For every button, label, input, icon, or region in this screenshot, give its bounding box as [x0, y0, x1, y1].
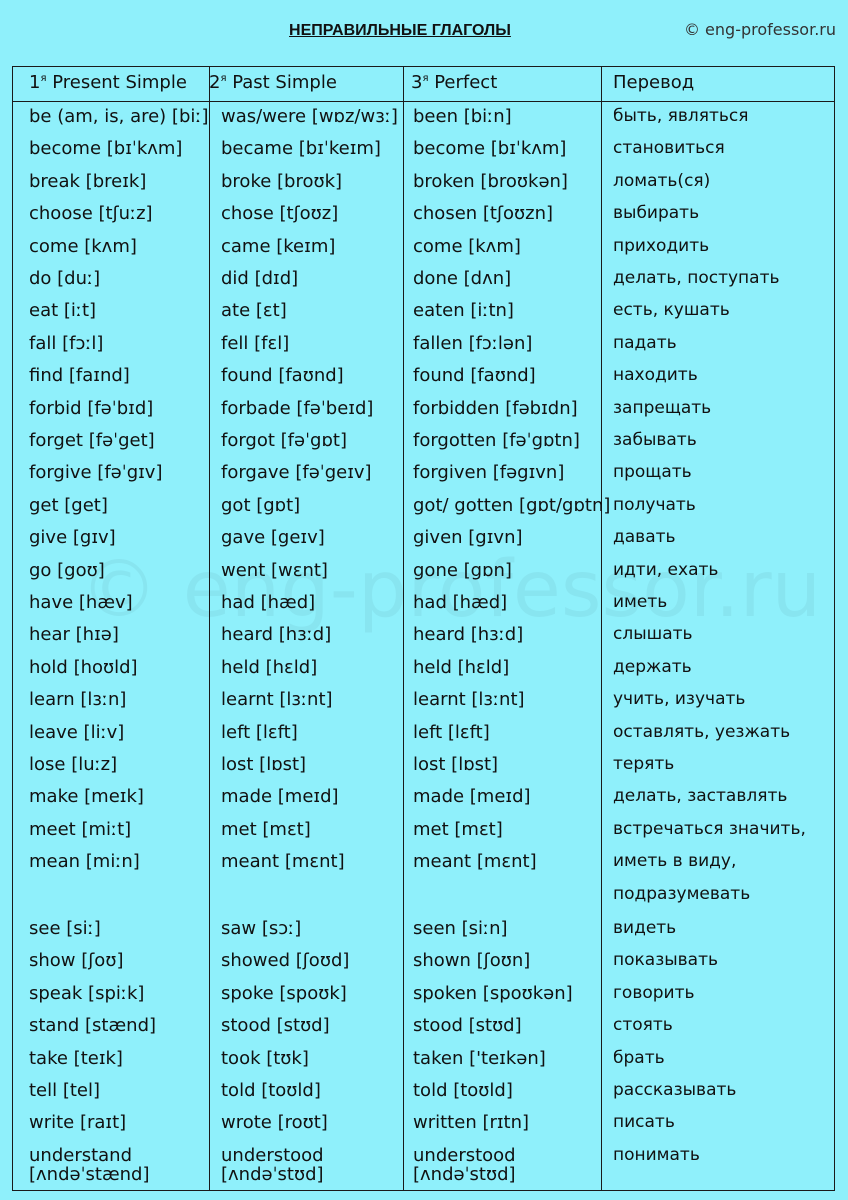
cell-perfect: done [dʌn] — [413, 268, 512, 289]
cell-past-simple: understood [ʌndəˈstʊd] — [221, 1144, 324, 1185]
cell-present-simple: choose [tʃuːz] — [29, 203, 153, 225]
cell-present-simple: forgive [fəˈgɪv] — [29, 462, 163, 484]
cell-translation: давать — [613, 527, 676, 548]
cell-present-simple: lose [luːz] — [29, 754, 118, 775]
cell-translation: есть, кушать — [613, 300, 730, 321]
cell-past-simple: did [dɪd] — [221, 268, 299, 289]
cell-translation: ломать(ся) — [613, 170, 711, 191]
header-superscript: я — [220, 73, 227, 84]
cell-past-simple: had [hæd] — [221, 592, 316, 613]
header-label: Present Simple — [52, 72, 187, 93]
cell-present-simple: be (am, is, are) [biː] — [29, 106, 209, 127]
cell-present-simple: come [kʌm] — [29, 235, 137, 257]
page-title: НЕПРАВИЛЬНЫЕ ГЛАГОЛЫ — [289, 22, 511, 39]
column-divider — [209, 67, 210, 1190]
cell-present-simple: see [siː] — [29, 918, 101, 939]
cell-present-simple: forget [fəˈget] — [29, 430, 155, 451]
cell-perfect: made [meɪd] — [413, 786, 531, 808]
cell-perfect: understood [ʌndəˈstʊd] — [413, 1144, 516, 1185]
cell-present-simple: meet [miːt] — [29, 818, 132, 840]
header-number: 2 — [209, 72, 221, 93]
cell-perfect: forgotten [fəˈgɒtn] — [413, 430, 580, 451]
cell-perfect: heard [hɜːd] — [413, 624, 524, 646]
cell-past-simple: broke [broʊk] — [221, 170, 343, 192]
cell-perfect: forgiven [fəgɪvn] — [413, 462, 565, 484]
cell-present-simple: do [duː] — [29, 268, 101, 289]
cell-present-simple: write [raɪt] — [29, 1112, 127, 1134]
header-number: 3 — [411, 72, 423, 93]
cell-past-simple: forbade [fəˈbeɪd] — [221, 397, 374, 419]
cell-past-simple: heard [hɜːd] — [221, 624, 332, 646]
cell-present-simple: learn [lɜːn] — [29, 689, 127, 711]
cell-present-simple: fall [fɔːl] — [29, 332, 104, 354]
cell-perfect: stood [stʊd] — [413, 1015, 522, 1037]
cell-past-simple: went [wɛnt] — [221, 559, 328, 581]
cell-translation: падать — [613, 332, 677, 353]
cell-present-simple: hear [hɪə] — [29, 624, 119, 646]
cell-present-simple: take [teɪk] — [29, 1047, 123, 1069]
cell-perfect: broken [broʊkən] — [413, 170, 568, 192]
cell-translation: рассказывать — [613, 1080, 737, 1100]
cell-translation: запрещать — [613, 397, 712, 418]
cell-perfect: told [toʊld] — [413, 1080, 513, 1101]
cell-translation: выбирать — [613, 203, 700, 224]
cell-translation: становиться — [613, 138, 725, 159]
cell-past-simple: became [bɪˈkeɪm] — [221, 138, 381, 160]
cell-translation: прощать — [613, 462, 692, 483]
header-divider — [13, 101, 834, 102]
cell-past-simple: fell [fɛl] — [221, 332, 290, 354]
cell-past-simple: took [tʊk] — [221, 1047, 309, 1069]
cell-present-simple: forbid [fəˈbɪd] — [29, 397, 154, 419]
cell-perfect: forbidden [fəbɪdn] — [413, 397, 578, 419]
header-label: Perfect — [434, 72, 498, 93]
header-label: Перевод — [613, 72, 695, 93]
cell-translation: делать, поступать — [613, 268, 780, 288]
cell-translation: брать — [613, 1047, 665, 1068]
cell-perfect: been [biːn] — [413, 106, 512, 127]
cell-past-simple: forgot [fəˈgɒt] — [221, 430, 347, 451]
cell-translation: приходить — [613, 235, 710, 256]
cell-perfect: got/ gotten [gɒt/gɒtn] — [413, 494, 611, 516]
cell-perfect: meant [mɛnt] — [413, 851, 537, 873]
cell-past-simple: held [hɛld] — [221, 656, 318, 678]
cell-present-simple: have [hæv] — [29, 592, 133, 613]
cell-perfect: become [bɪˈkʌm] — [413, 138, 567, 160]
cell-perfect: eaten [iːtn] — [413, 300, 514, 322]
cell-translation: писать — [613, 1112, 675, 1133]
cell-past-simple: learnt [lɜːnt] — [221, 689, 333, 711]
column-divider — [403, 67, 404, 1190]
cell-past-simple: saw [sɔː] — [221, 918, 302, 939]
cell-present-simple: stand [stænd] — [29, 1015, 157, 1037]
header-present-simple — [29, 72, 187, 93]
cell-past-simple: spoke [spoʊk] — [221, 982, 347, 1004]
cell-present-simple: hold [hoʊld] — [29, 656, 138, 678]
cell-perfect: met [mɛt] — [413, 818, 503, 840]
cell-past-simple: chose [tʃoʊz] — [221, 203, 339, 225]
cell-translation: держать — [613, 656, 692, 677]
cell-perfect: shown [ʃoʊn] — [413, 950, 531, 972]
cell-past-simple: showed [ʃoʊd] — [221, 950, 350, 972]
cell-translation: оставлять, уезжать — [613, 721, 791, 742]
cell-past-simple: ate [ɛt] — [221, 300, 287, 322]
cell-translation: встречаться значить, — [613, 818, 806, 839]
cell-present-simple: find [faɪnd] — [29, 365, 130, 387]
cell-past-simple: gave [geɪv] — [221, 527, 325, 549]
cell-perfect: lost [lɒst] — [413, 754, 499, 775]
cell-translation: видеть — [613, 918, 677, 938]
cell-translation: идти, ехать — [613, 559, 719, 580]
cell-present-simple: get [get] — [29, 494, 108, 516]
cell-perfect: learnt [lɜːnt] — [413, 689, 525, 711]
column-divider — [601, 67, 602, 1190]
cell-translation: делать, заставлять — [613, 786, 788, 807]
cell-translation: подразумевать — [613, 883, 751, 904]
header-number: 1 — [29, 72, 41, 93]
cell-perfect: taken ['teɪkən] — [413, 1047, 546, 1069]
cell-perfect: had [hæd] — [413, 592, 508, 613]
cell-past-simple: came [keɪm] — [221, 235, 336, 257]
cell-past-simple: met [mɛt] — [221, 818, 311, 840]
cell-past-simple: made [meɪd] — [221, 786, 339, 808]
cell-past-simple: left [lɛft] — [221, 721, 298, 743]
cell-translation: показывать — [613, 950, 719, 971]
cell-translation: говорить — [613, 982, 695, 1003]
cell-translation: быть, являться — [613, 106, 749, 126]
cell-present-simple: understand [ʌndəˈstænd] — [29, 1144, 150, 1185]
cell-past-simple: stood [stʊd] — [221, 1015, 330, 1037]
cell-perfect: held [hɛld] — [413, 656, 510, 678]
cell-translation: терять — [613, 754, 675, 774]
header-past-simple — [209, 72, 337, 93]
cell-perfect: given [gɪvn] — [413, 527, 523, 549]
cell-perfect: written [rɪtn] — [413, 1112, 530, 1134]
cell-perfect: come [kʌm] — [413, 235, 521, 257]
cell-perfect: left [lɛft] — [413, 721, 490, 743]
cell-present-simple: show [ʃoʊ] — [29, 950, 124, 972]
cell-past-simple: meant [mɛnt] — [221, 851, 345, 873]
cell-present-simple: eat [iːt] — [29, 300, 97, 322]
cell-present-simple: leave [liːv] — [29, 721, 125, 743]
cell-perfect: spoken [spoʊkən] — [413, 982, 573, 1004]
cell-translation: находить — [613, 365, 698, 386]
cell-translation: стоять — [613, 1015, 673, 1036]
cell-translation: получать — [613, 494, 696, 515]
header-superscript: я — [40, 73, 47, 84]
cell-perfect: chosen [tʃoʊzn] — [413, 203, 554, 225]
cell-present-simple: go [goʊ] — [29, 559, 105, 581]
cell-past-simple: lost [lɒst] — [221, 754, 307, 775]
cell-past-simple: got [gɒt] — [221, 494, 301, 516]
cell-present-simple: speak [spiːk] — [29, 982, 145, 1004]
cell-present-simple: mean [miːn] — [29, 851, 140, 873]
cell-translation: учить, изучать — [613, 689, 746, 710]
cell-perfect: found [faʊnd] — [413, 365, 536, 387]
cell-present-simple: tell [tel] — [29, 1080, 101, 1101]
cell-past-simple: was/were [wɒz/wɜː] — [221, 106, 398, 127]
header-translation — [613, 72, 694, 93]
cell-present-simple: make [meɪk] — [29, 786, 144, 808]
cell-translation: понимать — [613, 1144, 700, 1165]
header-perfect — [411, 72, 497, 93]
cell-perfect: fallen [fɔːlən] — [413, 332, 533, 354]
header-superscript: я — [422, 73, 429, 84]
cell-translation: иметь в виду, — [613, 851, 737, 872]
cell-translation: слышать — [613, 624, 693, 645]
cell-present-simple: become [bɪˈkʌm] — [29, 138, 183, 160]
irregular-verbs-table — [12, 66, 835, 1191]
cell-past-simple: told [toʊld] — [221, 1080, 321, 1101]
header-label: Past Simple — [232, 72, 337, 93]
cell-past-simple: forgave [fəˈgeɪv] — [221, 462, 372, 484]
cell-translation: забывать — [613, 430, 697, 450]
cell-past-simple: found [faʊnd] — [221, 365, 344, 387]
cell-present-simple: break [breɪk] — [29, 170, 147, 192]
cell-past-simple: wrote [roʊt] — [221, 1112, 328, 1134]
cell-perfect: seen [siːn] — [413, 918, 508, 939]
site-credit[interactable]: © eng-professor.ru — [683, 20, 836, 39]
cell-translation: иметь — [613, 592, 668, 612]
cell-present-simple: give [gɪv] — [29, 527, 116, 549]
cell-perfect: gone [gɒn] — [413, 559, 512, 581]
